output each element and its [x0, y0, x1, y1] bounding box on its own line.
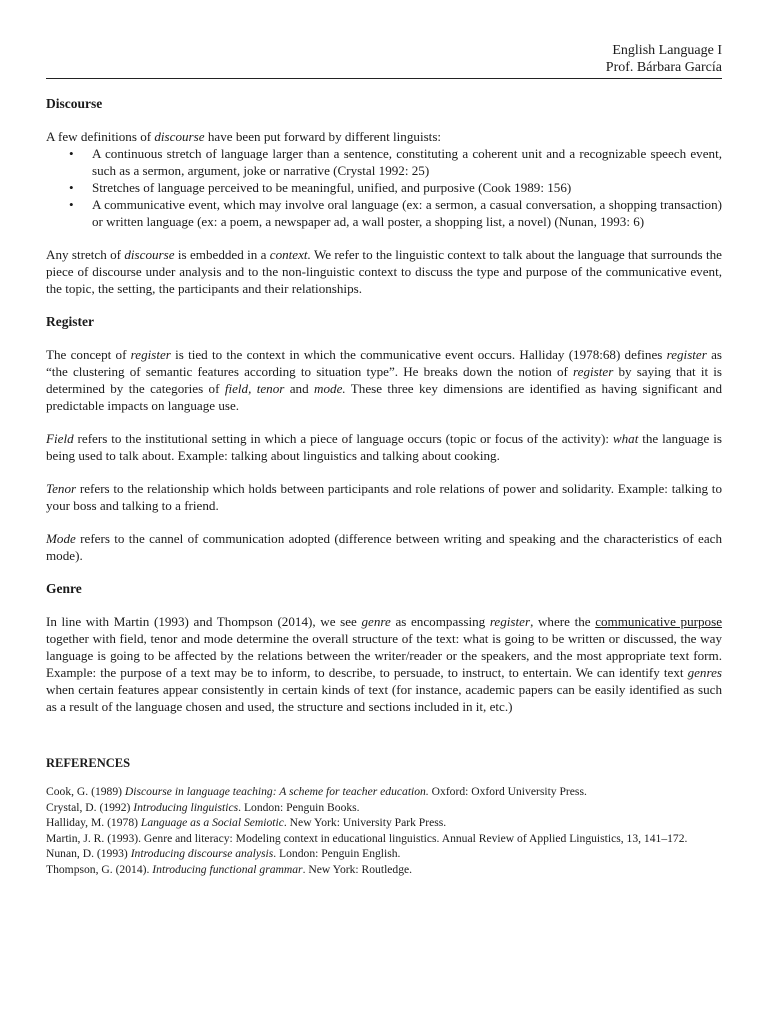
tenor-paragraph: Tenor refers to the relationship which holds between participants and role relations of power and solidarity. Example: talking to your boss and talking to a friend.	[46, 481, 722, 513]
reference-item: Crystal, D. (1992) Introducing linguistics. London: Penguin Books.	[46, 800, 360, 814]
genre-heading: Genre	[46, 581, 82, 596]
register-heading: Register	[46, 314, 94, 329]
context-paragraph: Any stretch of discourse is embedded in a context. We refer to the linguistic context to talk about the language that surrounds the piece of discourse under analysis and to the non-linguistic context to discuss the type and purpose of the communicative event, the topic, the setting, the participants and their relationships.	[46, 247, 722, 296]
professor-name: Prof. Bárbara García	[605, 60, 722, 75]
discourse-intro: A few definitions of discourse have been put forward by different linguists:	[46, 129, 442, 144]
mode-paragraph: Mode refers to the cannel of communication adopted (difference between writing and speaking and the characteristics of each mode).	[46, 531, 722, 563]
bullet-icon: •	[69, 180, 74, 195]
list-item: • A continuous stretch of language larger than a sentence, constituting a coherent unit and a recognizable speech event, such as a sermon, argument, joke or narrative (Crystal 1992: 25)	[69, 146, 722, 178]
list-item: • A communicative event, which may involve oral language (ex: a sermon, a casual conversation, a shopping transaction) or written language (ex: a poem, a newspaper ad, a wall poster, a shopping list, a novel) (Nunan, 1993: 6)	[69, 197, 722, 229]
bullet-icon: •	[69, 197, 74, 212]
definitions-list	[46, 145, 722, 230]
reference-item: Halliday, M. (1978) Language as a Social Semiotic. New York: University Park Press.	[46, 816, 447, 829]
references-heading: REFERENCES	[46, 756, 131, 770]
register-paragraph: The concept of register is tied to the context in which the communicative event occurs. Halliday (1978:68) defines register as “the clustering of semantic features according to situation type”. He breaks down the notion of register by saying that it is determined by the categories of field, tenor and mode. These three key dimensions are identified as having significant and predictable impacts on language use.	[46, 347, 722, 413]
course-title: English Language I	[612, 43, 722, 58]
references-list	[46, 784, 722, 877]
page-header	[46, 42, 722, 76]
reference-item: Martin, J. R. (1993). Genre and literacy: Modeling context in educational linguistics. Annual Review of Applied Linguistics, 13, 141–172.	[46, 831, 688, 845]
header-divider	[46, 78, 722, 79]
reference-item: Cook, G. (1989) Discourse in language teaching: A scheme for teacher education. Oxford: Oxford University Press.	[46, 785, 587, 798]
field-paragraph: Field refers to the institutional setting in which a piece of language occurs (topic or focus of the activity): what the language is being used to talk about. Example: talking about linguistics and talking about cooking.	[46, 431, 722, 463]
bullet-icon: •	[69, 146, 74, 161]
discourse-heading: Discourse	[46, 96, 103, 111]
reference-item: Thompson, G. (2014). Introducing functional grammar. New York: Routledge.	[46, 862, 413, 876]
document-body	[46, 95, 722, 877]
genre-paragraph: In line with Martin (1993) and Thompson (2014), we see genre as encompassing register, where the communicative purpose together with field, tenor and mode determine the overall structure of the text: what is going to be written or discussed, the way language is going to be affected by the relations between the writer/reader or the speakers, and the most appropriate text form. Example: the purpose of a text may be to inform, to describe, to persuade, to instruct, to entertain. We can identify text genres when certain features appear consistently in certain kinds of text (for instance, academic papers can be easily identified as such as a result of the language chosen and used, the structure and sections included in it, etc.)	[46, 614, 723, 714]
list-item: • Stretches of language perceived to be meaningful, unified, and purposive (Cook 1989: 156)	[69, 180, 572, 195]
reference-item: Nunan, D. (1993) Introducing discourse analysis. London: Penguin English.	[46, 847, 401, 860]
